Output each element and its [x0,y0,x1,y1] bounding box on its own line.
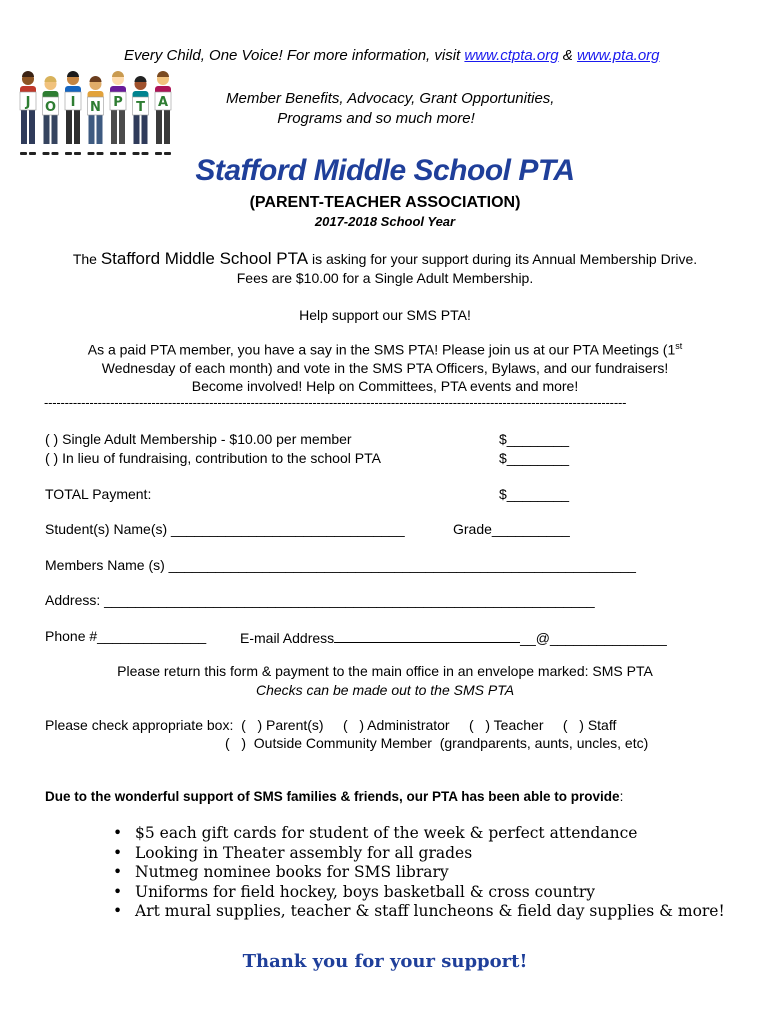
cut-divider: --------------------------------------------------------------------------------------------------------------------------------------------- [44,395,627,410]
member-info-text-1: As a paid PTA member, you have a say in the SMS PTA! Please join us at our PTA Meetings (1 [87,341,676,358]
return-instructions: Please return this form & payment to the main office in an envelope marked: SMS PTA [117,663,653,679]
thank-you: Thank you for your support! [242,951,528,972]
email-tail: __@_______________ [520,630,667,646]
child-leg [111,108,117,144]
tagline [124,47,660,64]
ctpta-link[interactable]: www.ctpta.org [464,47,559,64]
child-leg [89,113,95,144]
provide-heading-text: Due to the wonderful support of SMS families & friends, our PTA has been able to provide [45,789,620,804]
intro-ask: is asking for your support during its Annual Membership Drive. [308,251,698,267]
option-checkbox[interactable]: ( ) [45,431,59,447]
child-hair [45,76,57,82]
list-item: • Nutmeg nominee books for SMS library [107,863,747,883]
option-checkbox[interactable]: ( ) [45,450,59,466]
option-label: Single Adult Membership - $10.00 per member [62,431,352,447]
child-leg [66,108,72,144]
ordinal-suffix: st [675,341,683,351]
list-item: • Art mural supplies, teacher & staff luncheons & field day supplies & more! [107,902,747,922]
pta-link[interactable]: www.pta.org [576,47,660,64]
checks-payable: Checks can be made out to the SMS PTA [255,682,515,698]
children-join-pta-image [16,68,176,156]
option-amount[interactable]: $________ [499,450,570,466]
address-field[interactable]: Address: _______________________________________________________________ [45,592,595,608]
role-checkboxes[interactable]: Please check appropriate box: ( ) Parent(s) ( ) Administrator ( ) Teacher ( ) Staff [45,717,617,733]
provide-colon: : [619,789,624,804]
child-hair [135,76,147,82]
sign-letter: O [44,100,57,115]
child-leg [134,113,140,144]
member-info-line-1 [0,341,770,358]
intro-school-name: Stafford Middle School PTA [100,249,309,268]
list-item: • Looking in Theater assembly for all grades [107,844,747,864]
option-label: In lieu of fundraising, contribution to the school PTA [62,450,381,466]
page-title: Stafford Middle School PTA [195,154,575,187]
benefits-line-1: Member Benefits, Advocacy, Grant Opportunities, [226,90,555,107]
help-line: Help support our SMS PTA! [299,307,471,323]
child-leg [97,113,103,144]
child-hair [157,71,169,77]
child-leg [21,108,27,144]
email-label: E-mail Address [240,630,335,646]
sign-letter: T [136,100,145,115]
intro-line [0,249,770,269]
child-hair [112,71,124,77]
sign-letter: N [90,100,101,115]
provide-list [107,824,747,922]
child-leg [44,113,50,144]
child-leg [156,108,162,144]
tagline-text: Every Child, One Voice! For more information, visit [124,47,465,64]
sign-letter: I [70,95,76,110]
list-item: • Uniforms for field hockey, boys basketball & cross country [107,883,747,903]
child-leg [119,108,125,144]
child-leg [142,113,148,144]
child-leg [52,113,58,144]
members-name-field[interactable]: Members Name (s) ____________________________________________________________ [45,557,636,573]
child-hair [90,76,102,82]
child-hair [67,71,79,77]
subtitle: (PARENT-TEACHER ASSOCIATION) [249,194,521,211]
child-leg [74,108,80,144]
students-name-field[interactable]: Student(s) Name(s) ______________________________ [45,521,405,537]
child-hair [22,71,34,77]
grade-field[interactable]: Grade__________ [453,521,570,537]
list-item: • $5 each gift cards for student of the week & perfect attendance [107,824,747,844]
email-underline [334,628,520,643]
benefits-line-2: Programs and so much more! [277,110,475,127]
sign-letter: J [25,95,31,110]
total-label: TOTAL Payment: [45,486,152,502]
member-info-line-3: Become involved! Help on Committees, PTA events and more! [191,378,579,394]
intro-the: The [72,251,101,267]
sign-letter: A [157,95,169,110]
child-leg [29,108,35,144]
child-leg [164,108,170,144]
total-amount[interactable]: $________ [499,486,570,502]
member-info-line-2: Wednesday of each month) and vote in the SMS PTA Officers, Bylaws, and our fundraisers! [101,360,669,376]
option-contribution [45,450,381,466]
school-year: 2017-2018 School Year [314,214,456,229]
email-field[interactable] [240,628,667,646]
option-single-adult [45,431,352,447]
option-amount[interactable]: $________ [499,431,570,447]
community-member-checkbox[interactable]: ( ) Outside Community Member (grandparents, aunts, uncles, etc) [225,735,649,751]
provide-heading [45,789,623,804]
ampersand: & [558,47,577,64]
phone-field[interactable]: Phone #______________ [45,628,207,644]
sign-letter: P [113,95,123,110]
fees-line: Fees are $10.00 for a Single Adult Membership. [236,270,534,286]
